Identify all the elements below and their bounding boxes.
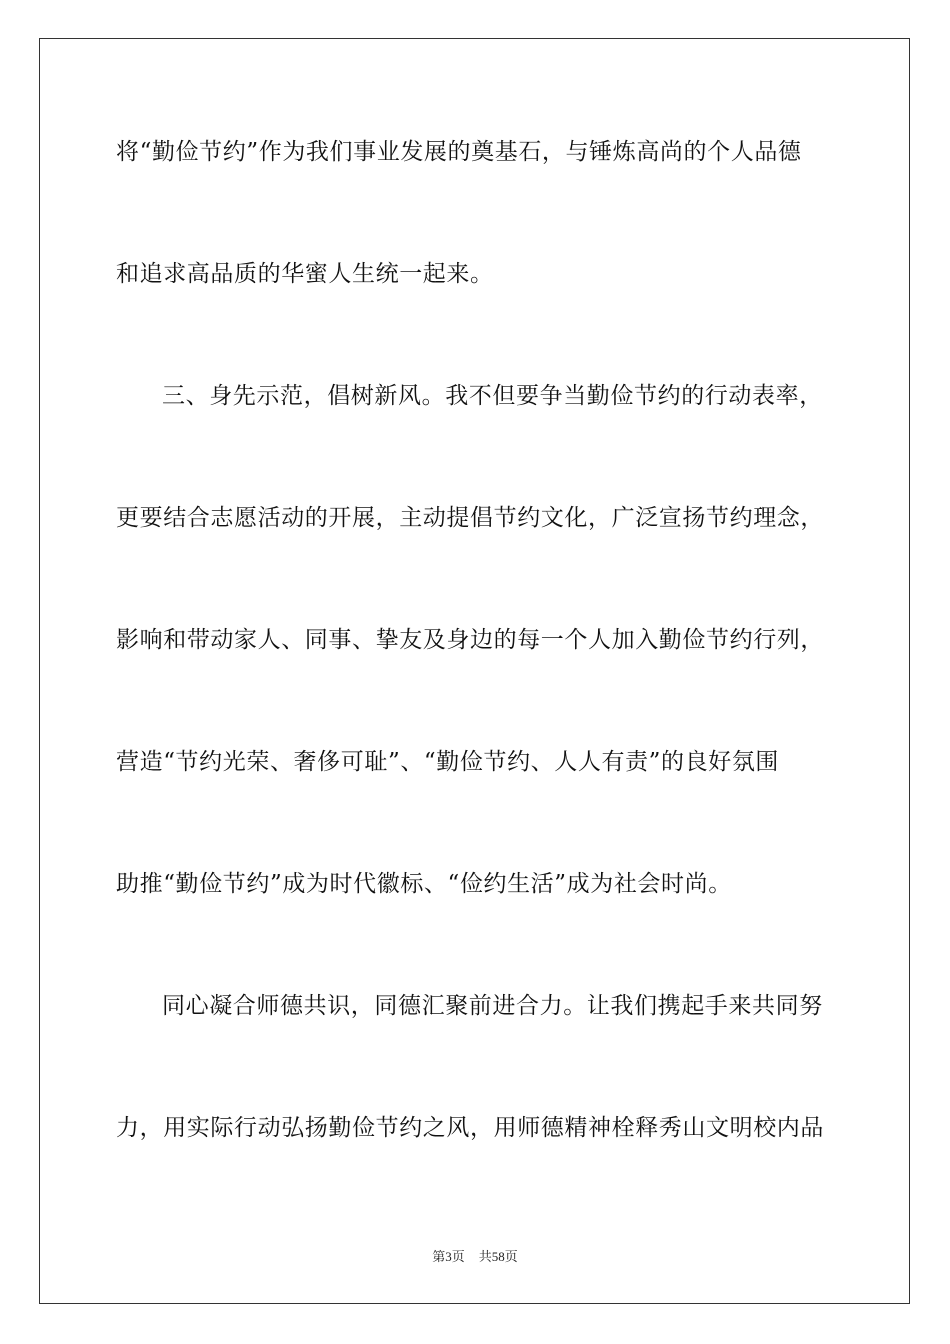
text-line-1: 将“勤俭节约”作为我们事业发展的奠基石，与锤炼高尚的个人品德 <box>116 139 802 165</box>
text-line-2: 和追求高品质的华蜜人生统一起来。 <box>116 261 494 287</box>
text-line-9: 力，用实际行动弘扬勤俭节约之风，用师德精神栓释秀山文明校内品 <box>116 1115 824 1141</box>
text-line-8: 同心凝合师德共识，同德汇聚前进合力。让我们携起手来共同努 <box>162 993 823 1019</box>
text-line-5: 影响和带动家人、同事、挚友及身边的每一个人加入勤俭节约行列， <box>116 627 824 653</box>
text-line-3: 三、身先示范，倡树新风。我不但要争当勤俭节约的行动表率， <box>162 383 823 409</box>
text-line-4: 更要结合志愿活动的开展，主动提倡节约文化，广泛宣扬节约理念， <box>116 505 824 531</box>
page-total: 共58页 <box>478 1249 518 1264</box>
text-line-6: 营造“节约光荣、奢侈可耻”、“勤俭节约、人人有责”的良好氛围 <box>116 749 780 775</box>
page-footer <box>0 1248 950 1266</box>
text-line-7: 助推“勤俭节约”成为时代徽标、“俭约生活”成为社会时尚。 <box>116 871 732 897</box>
page-number: 第3页 <box>432 1249 465 1264</box>
